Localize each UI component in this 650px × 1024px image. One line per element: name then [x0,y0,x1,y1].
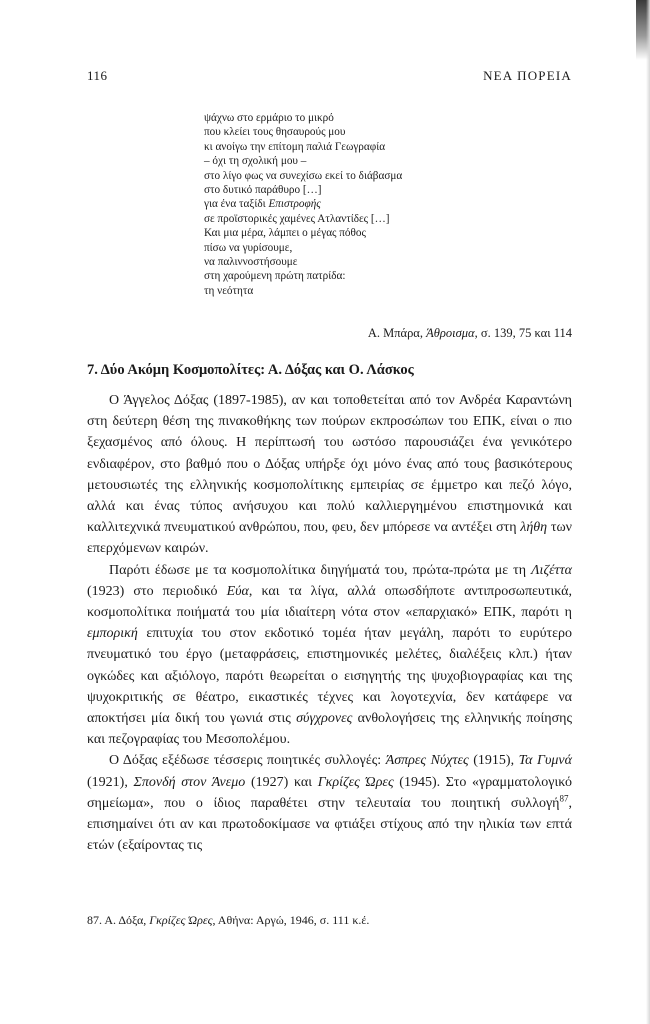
italic-run: Εύα [226,583,249,599]
text-run: (1927) και [245,774,318,790]
poem-line: ψάχνω στο ερμάριο το μικρό [204,112,334,124]
paragraph [87,390,572,560]
text-run: , επισημαίνει ότι αν και πρωτοδοκίμασε να φτιάξει στίχους από την ηλικία των επτά ετών (εξαίροντας τις [87,795,572,854]
text-run: Ο Δόξας εξέδωσε τέσσερις ποιητικές συλλογές: [109,753,386,769]
text-run: (1945). Στο «γραμματολογικό σημείωμα», που ο ίδιος παραθέτει στην τελευταία του ποιητική συλλογή [87,774,572,811]
poem-attribution [368,326,572,341]
text-run: Παρότι έδωσε με τα κοσμοπολίτικα διηγήματά του, πρώτα-πρώτα με τη [109,562,532,578]
attribution-pages: , σ. 139, 75 και 114 [474,326,572,340]
paragraph [87,560,572,751]
poem-line-text: για ένα ταξίδι [204,198,269,211]
body-text [87,390,572,856]
paragraph [87,750,572,856]
italic-run: Γκρίζες Ώρες [317,774,394,790]
attribution-author: Α. Μπάρα, [367,326,427,340]
text-run: ανθολογήσεις της ελληνικής ποίησης και πεζογραφίας του Μεσοπολέμου. [87,711,572,748]
poem-line: που κλείει τους θησαυρούς μου [204,126,346,139]
text-run: (1921), [87,774,134,790]
poem-line: κι ανοίγω την επίτομη παλιά Γεωγραφία [204,140,386,153]
text-run: των επερχόμενων καιρών. [87,520,572,557]
poem-line: Και μια μέρα, λάμπει ο μέγας πόθος [204,227,366,240]
text-run: (1923) στο περιοδικό [87,583,227,599]
poem-line: πίσω να γυρίσουμε, [204,241,293,254]
italic-run: Άσπρες Νύχτες [385,753,469,769]
text-run: επιτυχία του στον εκδοτικό τομέα ήταν μεγάλη, παρότι το ευρύτερο πνευματικό του έργο (μεταφράσεις, επιστημονικές μελέτες, διαλέξεις κλπ.) ήταν ογκώδες και αξιόλογο, παρότι θεωρείται ο εισηγητής της ψυχοβιογραφίας και της ψυχοκριτικής σε θέατρο, εικαστικές τέχνες και λογοτεχνία, δεν κατάφερε να αποκτήσει μία δική του γωνιά στις [87,626,572,727]
italic-run: Λιζέττα [531,562,572,578]
poem-line-italic: Επιστροφής [268,198,321,211]
poem-line: τη νεότητα [204,284,254,297]
poem-line: στο δυτικό παράθυρο […] [204,184,322,197]
text-run: (1915), [468,753,519,769]
poem-line: στη χαρούμενη πρώτη πατρίδα: [204,270,346,283]
poem-line [204,197,402,211]
footnote-reference[interactable]: 87 [559,793,569,804]
text-run: , και τα λίγα, αλλά οπωσδήποτε αντιπροσωπευτικά, κοσμοπολίτικα ποιήματά του μία ιδιαίτερη νότα στον «επαρχιακό» ΕΠΚ, παρότι η [87,583,572,621]
poem-line: να παλιννοστήσουμε [204,256,298,269]
footnote-text: , Αθήνα: Αργώ, 1946, σ. 111 κ.έ. [212,913,370,927]
attribution-title: Άθροισμα [426,326,475,340]
poem-line: – όχι τη σχολική μου – [204,155,307,168]
poem-line: στο λίγο φως να συνεχίσω εκεί το διάβασμα [204,169,403,182]
italic-run: Τα Γυμνά [518,753,572,769]
page-edge-shadow [646,0,650,1024]
footnote-text: 87. Α. Δόξα, [87,913,150,927]
text-run: Ο Άγγελος Δόξας (1897-1985), αν και τοποθετείται από τον Ανδρέα Καραντώνη στη δεύτερη θέση της πινακοθήκης των πούρων εκπροσώπων του ΕΠΚ, είναι ο πιο ξεχασμένος από όλους. Η περίπτωσή του ωστόσο παρουσιάζει ένα γενικότερο ενδιαφέρον, στο βαθμό που ο Δόξας υπήρξε όχι μόνο ένας από τους βασικότερους μετουσιωτές της ελληνικής κοσμοπολίτικης εμπειρίας σε έμμετρο και πεζό λόγο, αλλά και ένας τύπος ανήσυχου και πολύ καλλιεργημένου επιστημονικά και καλλιτεχνικά πνευματικού ανθρώπου, που, φευ, δεν μπόρεσε να αντέξει στη [87,393,572,536]
italic-run: Σπονδή στον Άνεμο [133,774,246,790]
poem-line: σε προϊστορικές χαμένες Ατλαντίδες […] [204,212,390,225]
section-heading: 7. Δύο Ακόμη Κοσμοπολίτες: Α. Δόξας και Ο. Λάσκος [87,362,414,378]
italic-run: λήθη [520,520,548,536]
italic-run: εμπορική [87,626,138,642]
poem-epigraph [204,111,402,298]
italic-run: σύγχρονες [296,711,353,727]
page-number: 116 [87,68,108,83]
footnote [87,913,369,928]
running-head: ΝΕΑ ΠΟΡΕΙΑ [483,68,572,83]
footnote-italic: Γκρίζες Ώρες [149,913,213,927]
